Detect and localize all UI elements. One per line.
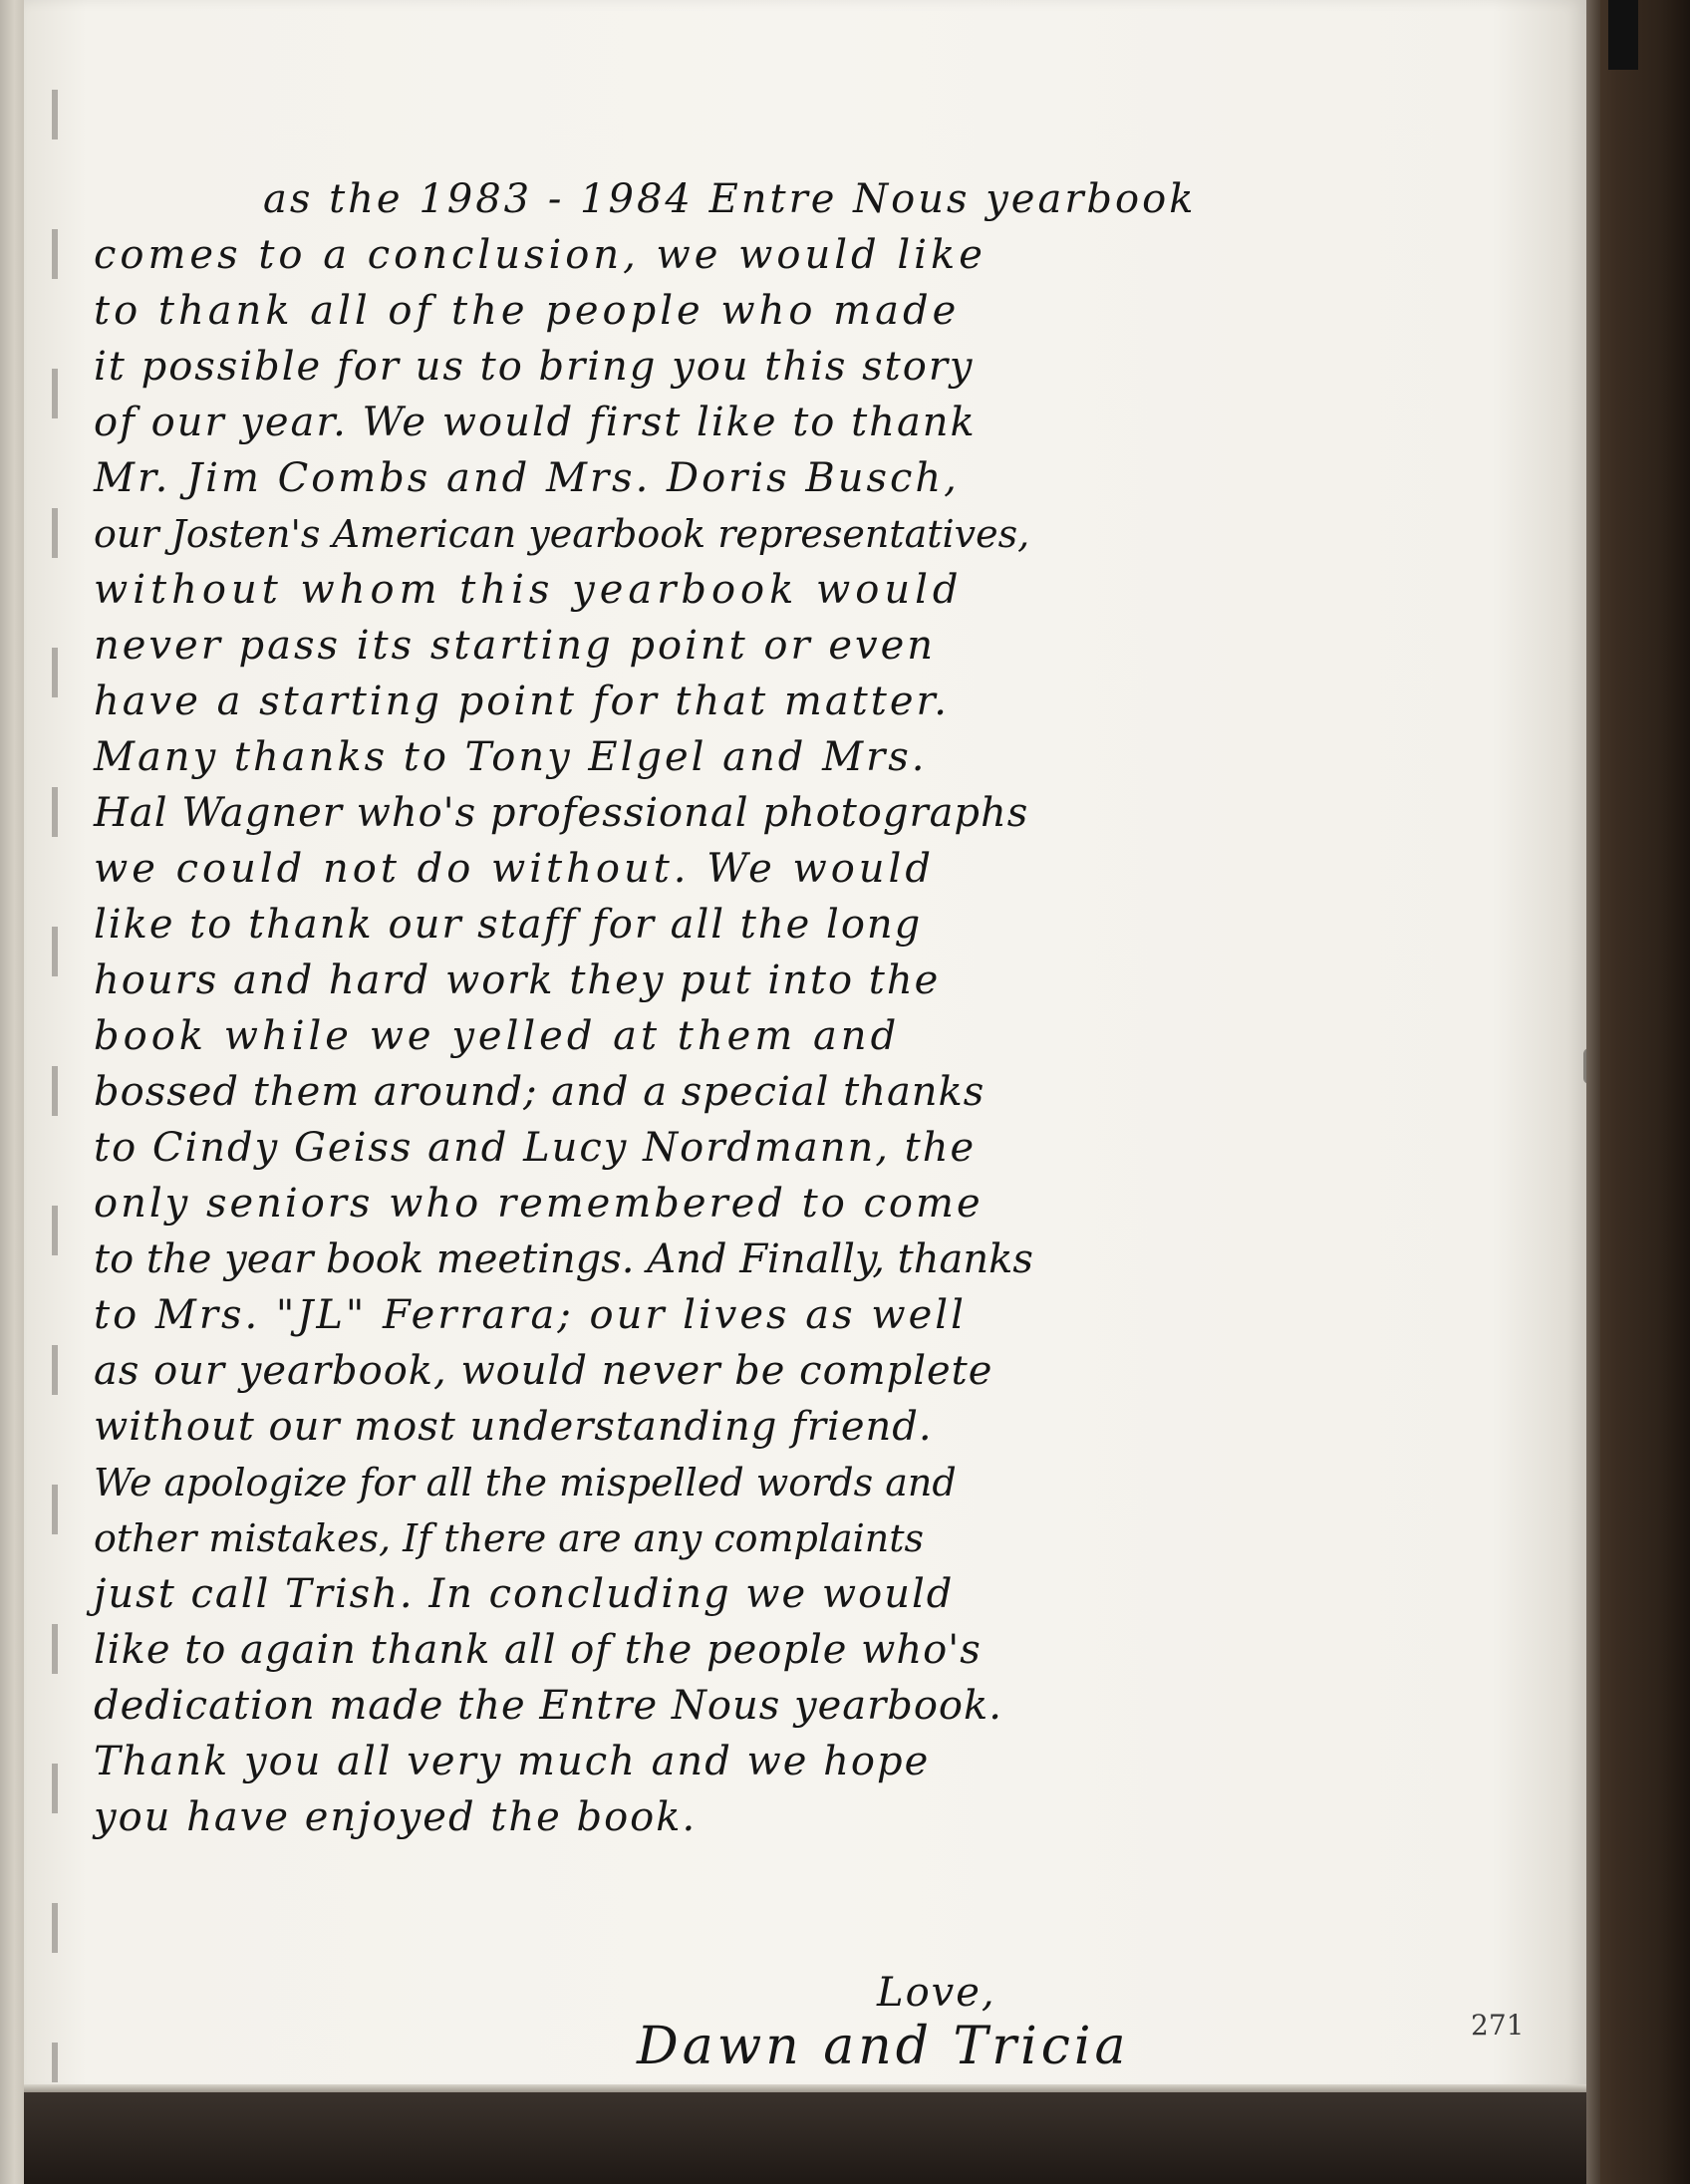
letter-line: never pass its starting point or even xyxy=(94,623,937,669)
letter-line: hours and hard work they put into the xyxy=(94,957,941,1003)
letter-line: just call Trish. In concluding we would xyxy=(94,1571,955,1617)
letter-line: as the 1983 - 1984 Entre Nous yearbook xyxy=(263,176,1197,222)
letter-line: Hal Wagner who's professional photographs xyxy=(94,790,1029,836)
letter-line: other mistakes, If there are any complaints xyxy=(94,1516,925,1560)
letter-line: have a starting point for that matter. xyxy=(94,679,950,724)
letter-line: as our yearbook, would never be complete xyxy=(94,1348,993,1394)
book-cover-edge xyxy=(1586,0,1690,2184)
letter-line: to the year book meetings. And Finally, thanks xyxy=(94,1236,1033,1282)
letter-line: of our year. We would first like to thank xyxy=(94,400,977,445)
signature-names: Dawn and Tricia xyxy=(637,2017,1130,2076)
letter-line: book while we yelled at them and xyxy=(94,1013,901,1059)
cover-corner xyxy=(1608,0,1638,70)
letter-line: without whom this yearbook would xyxy=(94,567,964,613)
page-number: 271 xyxy=(1471,2009,1525,2042)
letter-line: We apologize for all the mispelled words and xyxy=(94,1461,957,1504)
letter-line: you have enjoyed the book. xyxy=(94,1794,698,1840)
page-bottom-shadow xyxy=(24,2092,1586,2184)
closing-text: Love, xyxy=(877,1970,996,2016)
book-cover-inner-edge xyxy=(1586,0,1600,2184)
letter-line: dedication made the Entre Nous yearbook. xyxy=(94,1683,1002,1729)
letter-line: Mr. Jim Combs and Mrs. Doris Busch, xyxy=(94,455,960,501)
left-page-binding xyxy=(0,0,24,2184)
binding-stitch xyxy=(52,0,58,2082)
letter-line: Thank you all very much and we hope xyxy=(94,1739,931,1784)
letter-line: to thank all of the people who made xyxy=(94,288,961,334)
letter-line: to Cindy Geiss and Lucy Nordmann, the xyxy=(94,1125,977,1171)
letter-line: comes to a conclusion, we would like xyxy=(94,232,986,278)
letter-line: only seniors who remembered to come xyxy=(94,1181,984,1227)
letter-line: our Josten's American yearbook representatives, xyxy=(94,512,1030,556)
letter-line: to Mrs. "JL" Ferrara; our lives as well xyxy=(94,1292,967,1338)
handwritten-letter xyxy=(94,171,1429,2076)
page-sheet xyxy=(24,0,1586,2092)
letter-line: like to thank our staff for all the long xyxy=(94,902,923,948)
letter-line: we could not do without. We would xyxy=(94,846,935,892)
letter-line: like to again thank all of the people who's xyxy=(94,1627,982,1673)
letter-line: bossed them around; and a special thanks xyxy=(94,1069,986,1115)
letter-line: without our most understanding friend. xyxy=(94,1404,933,1450)
letter-line: it possible for us to bring you this story xyxy=(94,344,975,390)
letter-line: Many thanks to Tony Elgel and Mrs. xyxy=(94,734,928,780)
